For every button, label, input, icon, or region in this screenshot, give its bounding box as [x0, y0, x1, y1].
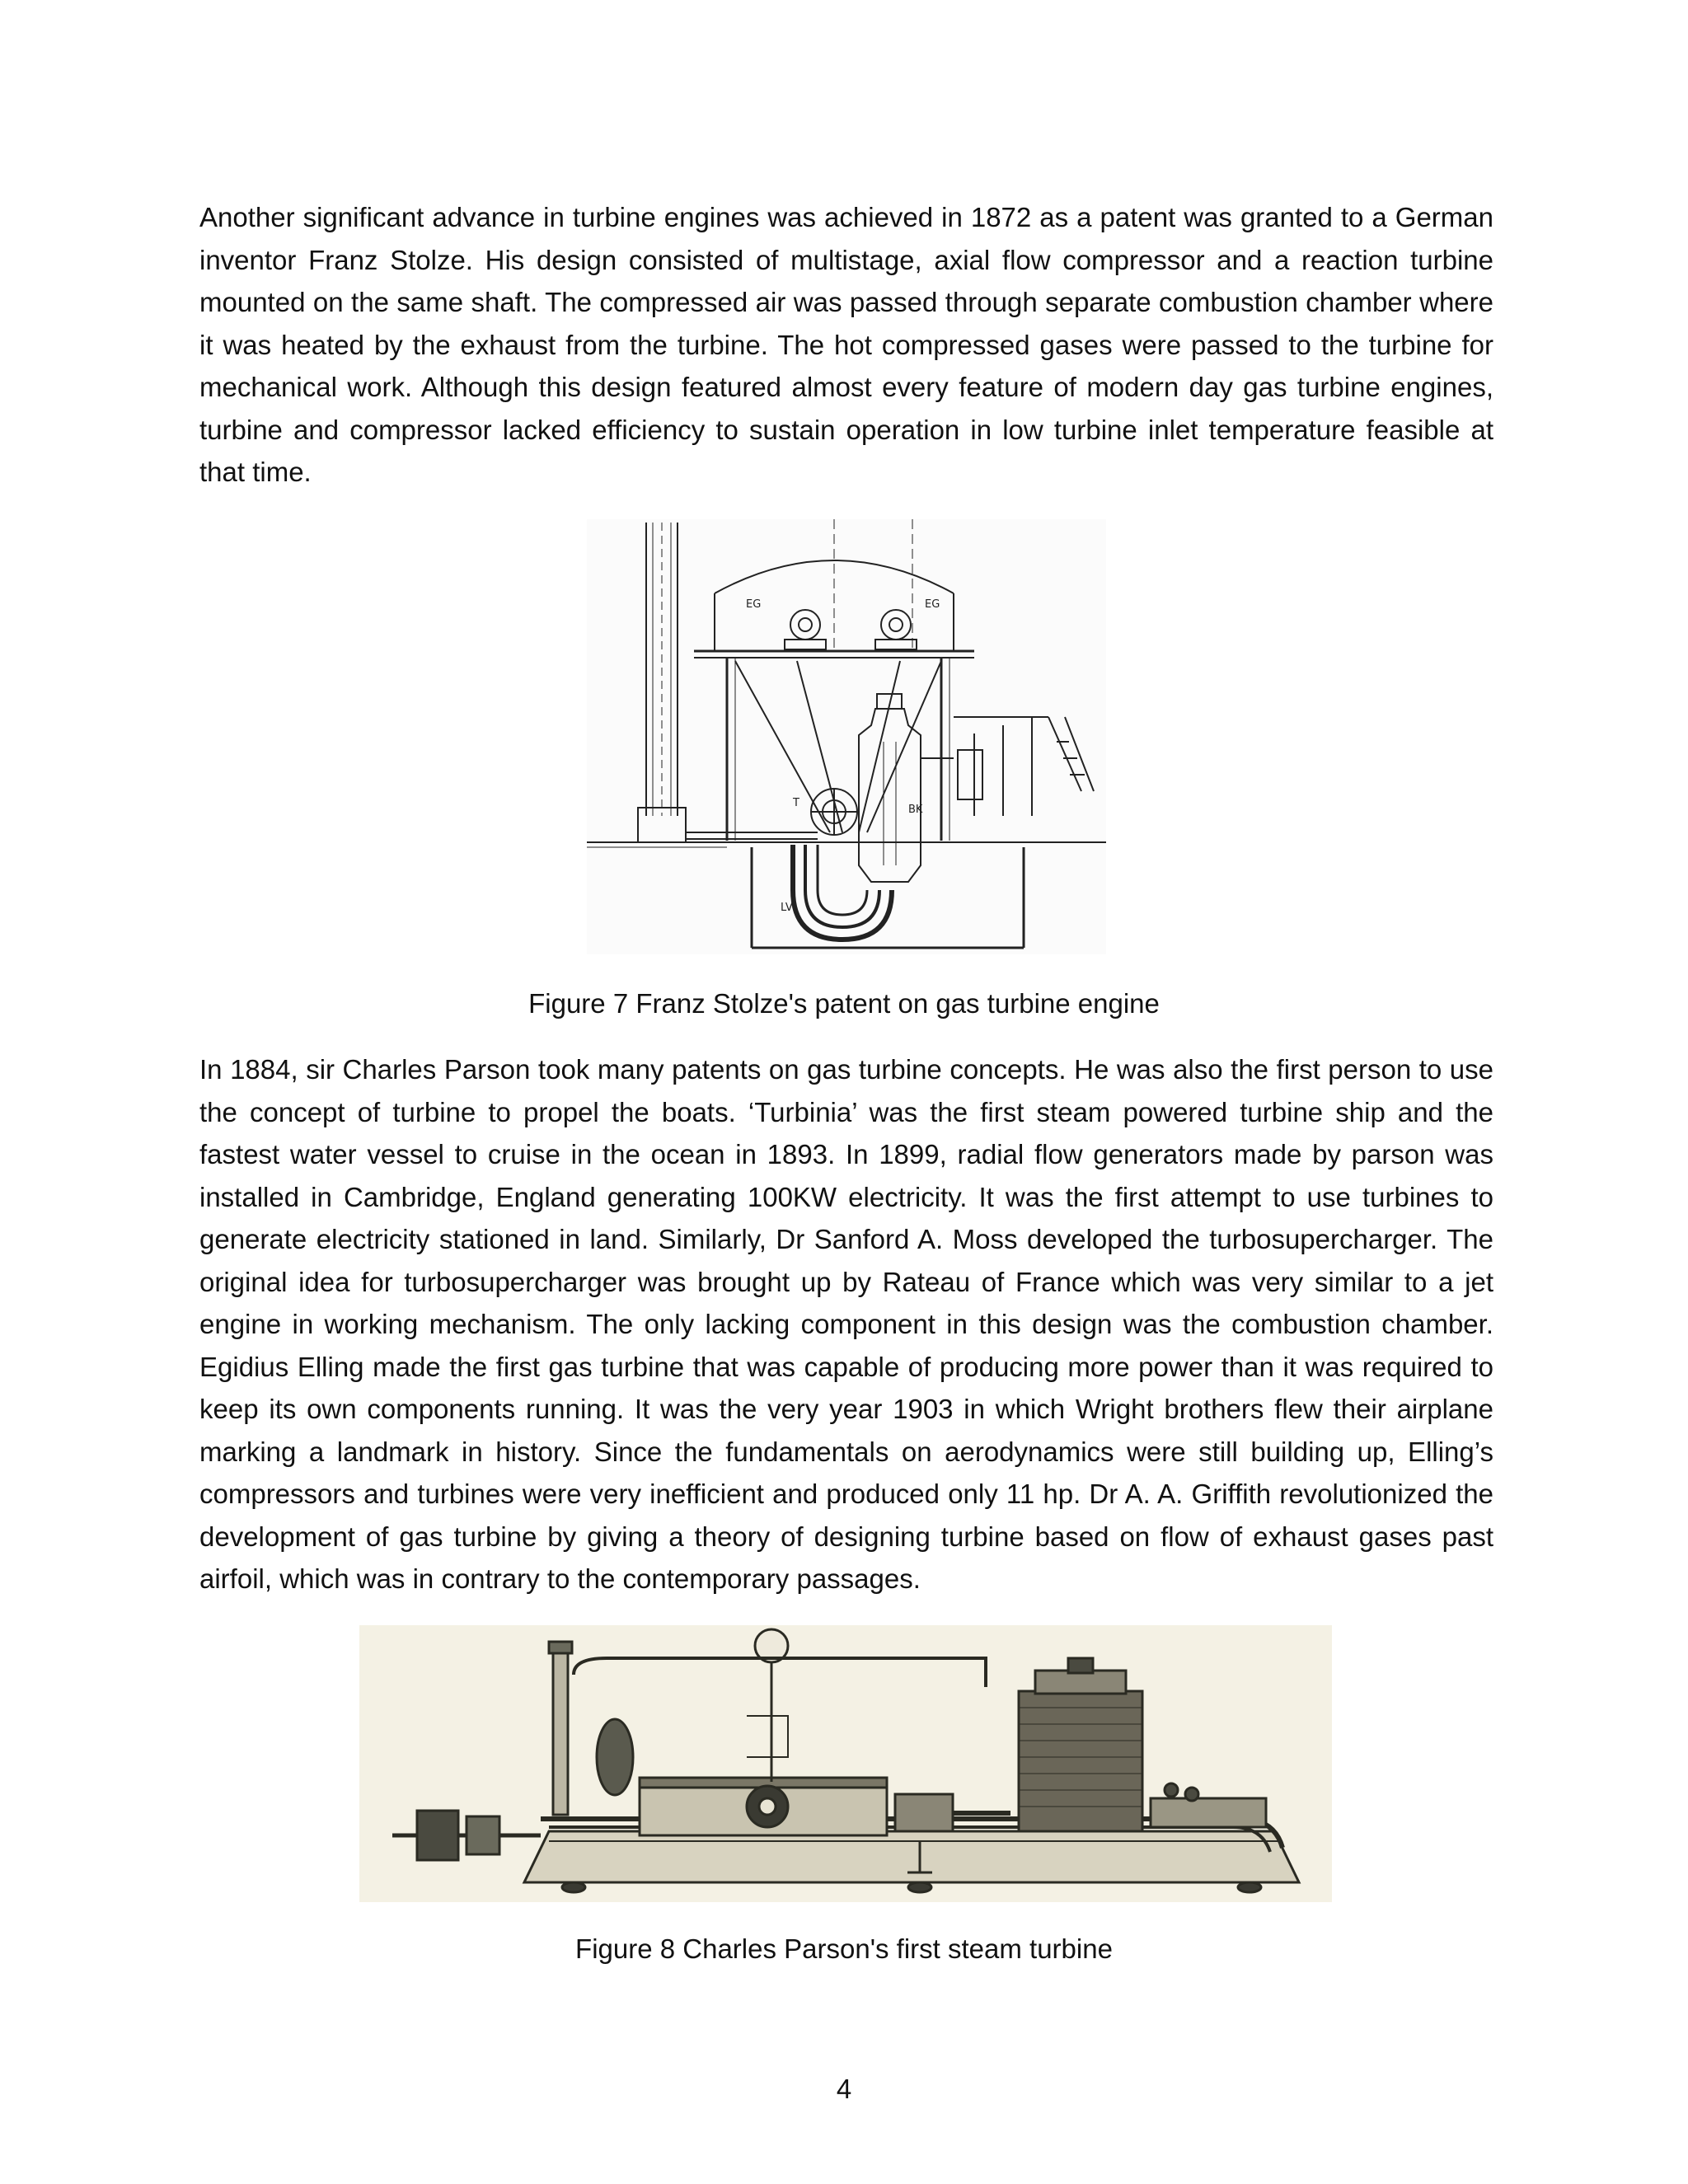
parson-turbine-illustration: [359, 1625, 1332, 1902]
label-lv: LV: [781, 902, 793, 914]
label-t: T: [793, 797, 799, 809]
paragraph-stolze: Another significant advance in turbine engines was achieved in 1872 as a patent was granted to a German inventor Franz Stolze. His design consisted of multistage, axial flow compressor and a reaction turbine mounted on the same shaft. The compressed air was passed through separate combustion chamber where it was heated by the exhaust from the turbine. The hot compressed gases were passed to the turbine for mechanical work. Although this design featured almost every feature of modern day gas turbine engines, turbine and compressor lacked efficiency to sustain operation in low turbine inlet temperature feasible at that time.: [199, 202, 1493, 487]
page-number: 4: [836, 2074, 852, 2104]
figure-8-caption: Figure 8 Charles Parson's first steam turbine: [575, 1933, 1113, 1964]
figure-stolze-patent-drawing: [587, 519, 1106, 954]
figure-7-caption: Figure 7 Franz Stolze's patent on gas turbine engine: [528, 988, 1160, 1019]
label-eg-right: EG: [925, 598, 940, 611]
stolze-engine-illustration: [587, 519, 1106, 954]
figure-parson-steam-turbine: [359, 1625, 1332, 1902]
label-bk: BK: [908, 804, 923, 816]
paragraph-parson: In 1884, sir Charles Parson took many patents on gas turbine concepts. He was also the first person to use the concept of turbine to propel the boats. ‘Turbinia’ was the first steam powered turbine ship and the fastest water vessel to cruise in the ocean in 1893. In 1899, radial flow generators made by parson was installed in Cambridge, England generating 100KW electricity. It was the first attempt to use turbines to generate electricity stationed in land. Similarly, Dr Sanford A. Moss developed the turbosupercharger. The original idea for turbosupercharger was brought up by Rateau of France which was very similar to a jet engine in working mechanism. The only lacking component in this design was the combustion chamber. Egidius Elling made the first gas turbine that was capable of producing more power than it was required to keep its own components running. It was the very year 1903 in which Wright brothers flew their airplane marking a landmark in history. Since the fundamentals on aerodynamics were still building up, Elling’s compressors and turbines were very inefficient and produced only 11 hp. Dr A. A. Griffith revolutionized the development of gas turbine by giving a theory of designing turbine based on flow of exhaust gases past airfoil, which was in contrary to the contemporary passages.: [199, 1054, 1493, 1594]
label-eg-left: EG: [746, 598, 762, 611]
